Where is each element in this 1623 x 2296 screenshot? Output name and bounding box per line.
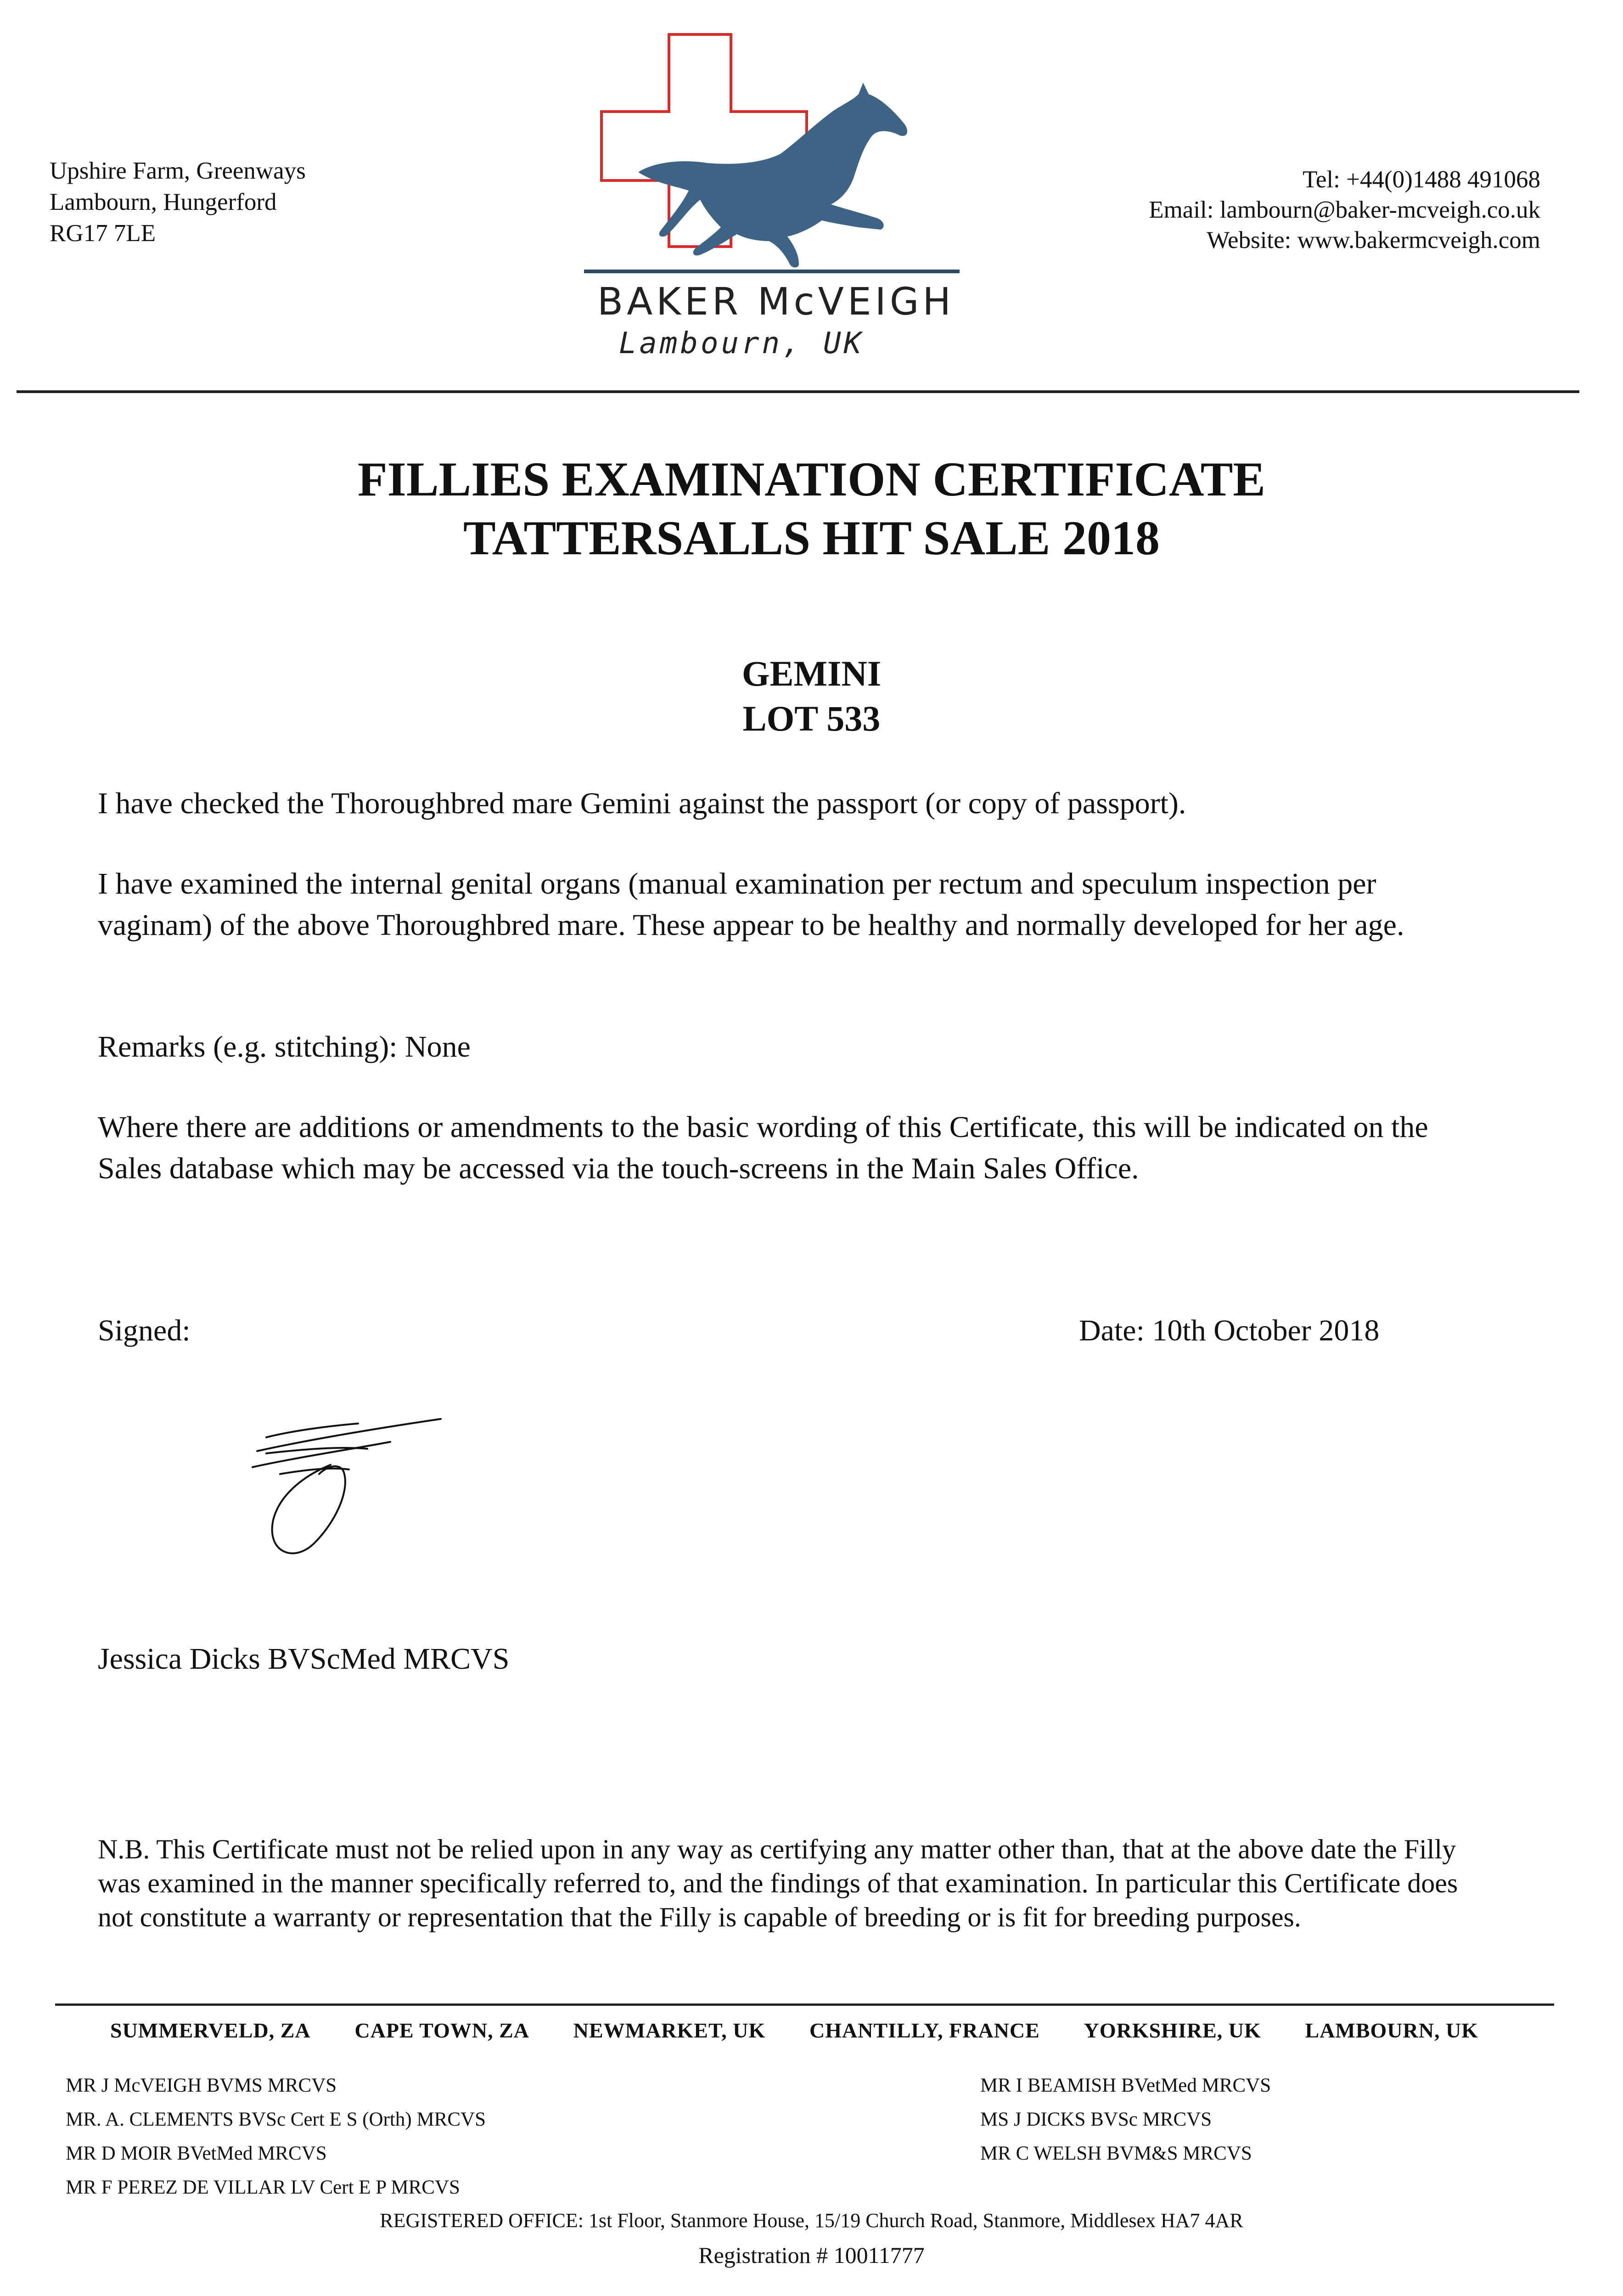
location-item: YORKSHIRE, UK [1084, 2019, 1261, 2042]
address-line: RG17 7LE [50, 220, 156, 247]
staff-member: MS J DICKS BVSc MRCVS [980, 2109, 1212, 2130]
registration-number: Registration # 10011777 [698, 2242, 925, 2268]
location-item: CHANTILLY, FRANCE [809, 2019, 1040, 2042]
staff-member: MR D MOIR BVetMed MRCVS [66, 2143, 327, 2164]
examination-paragraph: I have examined the internal genital organs (manual examination per rectum and speculum inspection per vaginam) of the above Thoroughbred mare. These appear to be healthy and normally developed for her age. [98, 867, 1404, 942]
brand-location: Lambourn, UK [618, 326, 865, 360]
registered-office: REGISTERED OFFICE: 1st Floor, Stanmore House, 15/19 Church Road, Stanmore, Middlesex HA7 4AR [380, 2209, 1243, 2232]
signature-image [239, 1405, 455, 1575]
amendments-paragraph: Where there are additions or amendments to the basic wording of this Certificate, this will be indicated on the Sales database which may be accessed via the touch-screens in the Main Sales Office. [98, 1110, 1428, 1185]
address-line: Upshire Farm, Greenways [50, 158, 306, 184]
location-item: LAMBOURN, UK [1305, 2019, 1478, 2042]
veterinarian-name: Jessica Dicks BVScMed MRCVS [98, 1642, 510, 1676]
lot-number: LOT 533 [742, 698, 881, 738]
staff-member: MR J McVEIGH BVMS MRCVS [66, 2075, 337, 2096]
brand-name: BAKER McVEIGH [597, 280, 955, 324]
footer-divider [55, 2003, 1554, 2006]
location-item: CAPE TOWN, ZA [354, 2019, 530, 2042]
signed-label: Signed: [98, 1314, 191, 1347]
header-divider [17, 390, 1579, 393]
phone-text: Tel: +44(0)1488 491068 [1303, 166, 1540, 193]
location-item: NEWMARKET, UK [573, 2019, 766, 2042]
website-link[interactable]: Website: www.bakermcveigh.com [1207, 227, 1540, 253]
address-line: Lambourn, Hungerford [50, 189, 277, 215]
location-item: SUMMERVELD, ZA [110, 2019, 311, 2042]
passport-check-paragraph: I have checked the Thoroughbred mare Gemini against the passport (or copy of passport). [98, 787, 1186, 820]
staff-member: MR F PEREZ DE VILLAR LV Cert E P MRCVS [66, 2177, 460, 2198]
disclaimer-note: N.B. This Certificate must not be relied upon in any way as certifying any matter other than, that at the above date the Filly was examined in the manner specifically referred to, and the findings of that examination. In particular this Certificate does not constitute a warranty or representation that the Filly is capable of breeding or is fit for breeding purposes. [98, 1834, 1458, 1932]
staff-member: MR I BEAMISH BVetMed MRCVS [980, 2075, 1271, 2096]
horse-identity [0, 651, 1623, 741]
brand-block [583, 280, 969, 360]
remarks-paragraph: Remarks (e.g. stitching): None [98, 1030, 471, 1064]
practice-address [50, 155, 306, 249]
certificate-title: FILLIES EXAMINATION CERTIFICATE [357, 452, 1266, 506]
email-link[interactable]: Email: lambourn@baker-mcveigh.co.uk [1149, 197, 1540, 223]
horse-name: GEMINI [741, 653, 882, 693]
staff-member: MR. A. CLEMENTS BVSc Cert E S (Orth) MRCVS [66, 2109, 486, 2130]
staff-list-left [66, 2069, 486, 2205]
certificate-date: Date: 10th October 2018 [1079, 1314, 1380, 1347]
staff-list-right [980, 2069, 1271, 2171]
office-locations [110, 2018, 1478, 2043]
staff-member: MR C WELSH BVM&S MRCVS [980, 2143, 1252, 2164]
practice-contact [1149, 164, 1540, 255]
logo-rule [584, 270, 960, 273]
sale-title: TATTERSALLS HIT SALE 2018 [463, 511, 1160, 565]
